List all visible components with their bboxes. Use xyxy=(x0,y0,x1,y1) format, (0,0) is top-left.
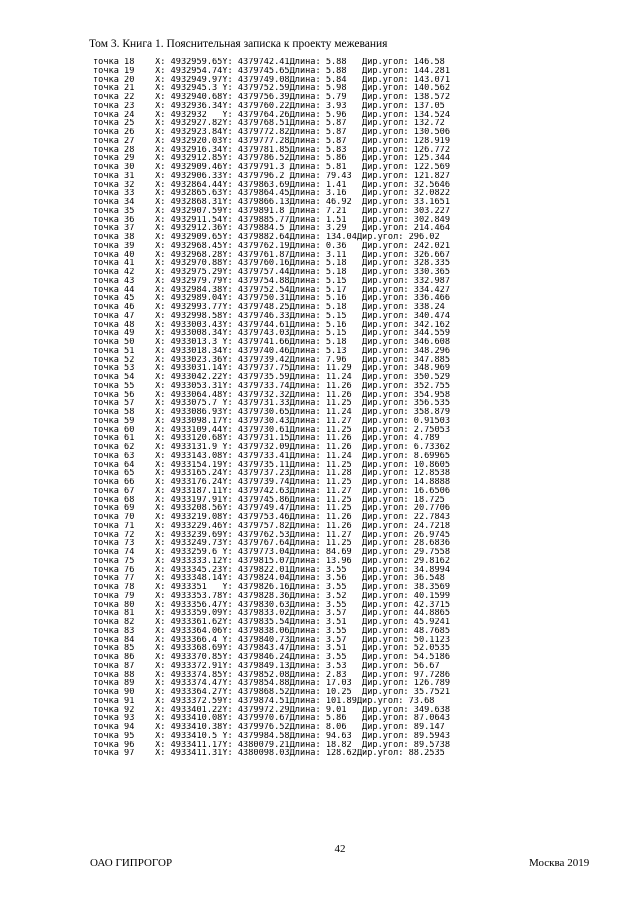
table-row: точка 66 X: 4933176.24Y: 4379739.74Длина: 11.25 Дир.угол: 14.8888 xyxy=(93,478,450,487)
table-row: точка 68 X: 4933197.91Y: 4379745.86Длина: 11.25 Дир.угол: 18.725 xyxy=(93,495,445,505)
document-header: Том 3. Книга 1. Пояснительная записка к проекту межевания xyxy=(89,38,388,50)
table-row: точка 51 X: 4933018.34Y: 4379740.46Длина: 5.13 Дир.угол: 348.296 xyxy=(93,346,450,356)
table-row: точка 28 X: 4932916.34Y: 4379781.85Длина: 5.83 Дир.угол: 126.772 xyxy=(93,145,450,155)
table-row: точка 49 X: 4933008.34Y: 4379743.03Длина: 5.15 Дир.угол: 344.559 xyxy=(93,329,450,338)
table-row: точка 39 X: 4932968.45Y: 4379762.19Длина: 0.36 Дир.угол: 242.021 xyxy=(93,241,450,251)
footer-city-year: Москва 2019 xyxy=(529,857,590,869)
table-row: точка 34 X: 4932868.31Y: 4379866.13Длина: 46.92 Дир.угол: 33.1651 xyxy=(93,198,450,207)
table-row: точка 26 X: 4932923.84Y: 4379772.82Длина: 5.87 Дир.угол: 130.506 xyxy=(93,128,450,137)
table-row: точка 87 X: 4933372.91Y: 4379849.13Длина: 3.53 Дир.угол: 56.67 xyxy=(93,661,440,671)
table-row: точка 93 X: 4933410.08Y: 4379970.67Длина: 5.86 Дир.угол: 87.0643 xyxy=(93,714,450,723)
table-row: точка 96 X: 4933411.17Y: 4380079.21Длина: 18.82 Дир.угол: 89.5738 xyxy=(93,740,450,750)
table-row: точка 41 X: 4932970.88Y: 4379760.16Длина: 5.18 Дир.угол: 328.335 xyxy=(93,259,450,268)
table-row: точка 36 X: 4932911.54Y: 4379885.77Длина: 1.51 Дир.угол: 302.849 xyxy=(93,215,450,225)
footer-organization: ОАО ГИПРОГОР xyxy=(90,857,173,869)
table-row: точка 79 X: 4933353.78Y: 4379828.36Длина: 3.52 Дир.угол: 40.1599 xyxy=(93,591,450,601)
table-row: точка 69 X: 4933208.56Y: 4379749.47Длина: 11.25 Дир.угол: 20.7706 xyxy=(93,504,450,513)
table-row: точка 44 X: 4932984.38Y: 4379752.54Длина: 5.17 Дир.угол: 334.427 xyxy=(93,285,450,295)
table-row: точка 82 X: 4933361.62Y: 4379835.54Длина: 3.51 Дир.угол: 45.9241 xyxy=(93,618,450,627)
table-row: точка 72 X: 4933239.69Y: 4379762.53Длина: 11.27 Дир.угол: 26.9745 xyxy=(93,530,450,540)
table-row: точка 30 X: 4932909.46Y: 4379791.3 Длина: 5.81 Дир.угол: 122.569 xyxy=(93,163,450,172)
table-row: точка 21 X: 4932945.3 Y: 4379752.59Длина: 5.98 Дир.угол: 140.562 xyxy=(93,84,450,93)
table-row: точка 53 X: 4933031.14Y: 4379737.75Длина: 11.29 Дир.угол: 348.969 xyxy=(93,364,450,373)
table-row: точка 40 X: 4932968.28Y: 4379761.87Длина: 3.11 Дир.угол: 326.667 xyxy=(93,250,450,260)
table-row: точка 59 X: 4933098.17Y: 4379730.43Длина: 11.27 Дир.угол: 0.91503 xyxy=(93,416,450,426)
table-row: точка 52 X: 4933023.36Y: 4379739.42Длина: 7.96 Дир.угол: 347.885 xyxy=(93,355,450,365)
table-row: точка 57 X: 4933075.7 Y: 4379731.33Длина: 11.25 Дир.угол: 356.535 xyxy=(93,399,450,408)
table-row: точка 22 X: 4932940.68Y: 4379756.39Длина: 5.79 Дир.угол: 138.572 xyxy=(93,93,450,102)
table-row: точка 24 X: 4932932 Y: 4379764.26Длина: 5.96 Дир.угол: 134.524 xyxy=(93,110,450,120)
table-row: точка 33 X: 4932865.63Y: 4379864.45Длина: 3.16 Дир.угол: 32.0822 xyxy=(93,189,450,198)
table-row: точка 60 X: 4933109.44Y: 4379730.61Длина: 11.25 Дир.угол: 2.75053 xyxy=(93,425,450,435)
table-row: точка 94 X: 4933410.38Y: 4379976.52Длина: 8.06 Дир.угол: 89.147 xyxy=(93,723,445,732)
table-row: точка 80 X: 4933356.47Y: 4379830.63Длина: 3.55 Дир.угол: 42.3715 xyxy=(93,600,450,610)
table-row: точка 81 X: 4933359.09Y: 4379833.02Длина: 3.57 Дир.угол: 44.8865 xyxy=(93,609,450,618)
table-row: точка 56 X: 4933064.48Y: 4379732.32Длина: 11.26 Дир.угол: 354.958 xyxy=(93,390,450,400)
table-row: точка 67 X: 4933187.11Y: 4379742.63Длина: 11.27 Дир.угол: 16.6506 xyxy=(93,486,450,496)
table-row: точка 50 X: 4933013.3 Y: 4379741.66Длина: 5.18 Дир.угол: 346.608 xyxy=(93,338,450,347)
table-row: точка 45 X: 4932989.04Y: 4379750.31Длина: 5.16 Дир.угол: 336.466 xyxy=(93,294,450,303)
table-row: точка 25 X: 4932927.82Y: 4379768.51Длина: 5.87 Дир.угол: 132.72 xyxy=(93,119,445,128)
page-number: 42 xyxy=(334,843,346,855)
table-row: точка 91 X: 4933372.59Y: 4379874.51Длина: 101.89Дир.угол: 73.68 xyxy=(93,696,435,706)
table-row: точка 63 X: 4933143.08Y: 4379733.41Длина: 11.24 Дир.угол: 8.69965 xyxy=(93,451,450,461)
table-row: точка 23 X: 4932936.34Y: 4379760.22Длина: 3.93 Дир.угол: 137.05 xyxy=(93,101,445,111)
table-row: точка 27 X: 4932920.03Y: 4379777.28Длина: 5.87 Дир.угол: 128.919 xyxy=(93,136,450,146)
table-row: точка 37 X: 4932912.36Y: 4379884.5 Длина: 3.29 Дир.угол: 214.464 xyxy=(93,224,450,233)
table-row: точка 73 X: 4933249.73Y: 4379767.64Длина: 11.25 Дир.угол: 28.6836 xyxy=(93,539,450,548)
table-row: точка 71 X: 4933229.46Y: 4379757.82Длина: 11.26 Дир.угол: 24.7218 xyxy=(93,521,450,531)
table-row: точка 95 X: 4933410.5 Y: 4379984.58Длина: 94.63 Дир.угол: 89.5943 xyxy=(93,731,450,741)
table-row: точка 38 X: 4932909.65Y: 4379882.64Длина: 134.04Дир.угол: 296.02 xyxy=(93,233,440,242)
table-row: точка 76 X: 4933345.23Y: 4379822.01Длина: 3.55 Дир.угол: 34.8994 xyxy=(93,565,450,575)
table-row: точка 35 X: 4932907.59Y: 4379891.8 Длина: 7.21 Дир.угол: 303.227 xyxy=(93,206,450,216)
table-row: точка 75 X: 4933333.12Y: 4379815.07Длина: 13.96 Дир.угол: 29.8162 xyxy=(93,556,450,566)
table-row: точка 61 X: 4933120.68Y: 4379731.15Длина: 11.26 Дир.угол: 4.789 xyxy=(93,434,440,443)
table-row: точка 77 X: 4933348.14Y: 4379824.04Длина: 3.56 Дир.угол: 36.548 xyxy=(93,574,445,583)
table-row: точка 47 X: 4932998.58Y: 4379746.33Длина: 5.15 Дир.угол: 340.474 xyxy=(93,311,450,321)
table-row: точка 62 X: 4933131.9 Y: 4379732.09Длина: 11.26 Дир.угол: 6.73362 xyxy=(93,443,450,452)
table-row: точка 83 X: 4933364.06Y: 4379838.06Длина: 3.55 Дир.угол: 48.7685 xyxy=(93,626,450,636)
table-row: точка 85 X: 4933368.69Y: 4379843.47Длина: 3.51 Дир.угол: 52.0535 xyxy=(93,644,450,653)
table-row: точка 48 X: 4933003.43Y: 4379744.61Длина: 5.16 Дир.угол: 342.162 xyxy=(93,320,450,330)
table-row: точка 84 X: 4933366.4 Y: 4379840.73Длина: 3.57 Дир.угол: 50.1123 xyxy=(93,635,450,645)
coordinates-table xyxy=(93,58,450,758)
table-row: точка 20 X: 4932949.97Y: 4379749.08Длина: 5.84 Дир.угол: 143.071 xyxy=(93,75,450,85)
table-row: точка 19 X: 4932954.74Y: 4379745.65Длина: 5.88 Дир.угол: 144.281 xyxy=(93,66,450,76)
table-row: точка 90 X: 4933364.27Y: 4379868.52Длина: 10.25 Дир.угол: 35.7521 xyxy=(93,688,450,697)
table-row: точка 18 X: 4932959.65Y: 4379742.41Длина: 5.88 Дир.угол: 146.58 xyxy=(93,58,445,67)
table-row: точка 89 X: 4933374.47Y: 4379854.88Длина: 17.03 Дир.угол: 126.789 xyxy=(93,679,450,688)
table-row: точка 55 X: 4933053.31Y: 4379733.74Длина: 11.26 Дир.угол: 352.755 xyxy=(93,381,450,391)
table-row: точка 32 X: 4932864.44Y: 4379863.69Длина: 1.41 Дир.угол: 32.5646 xyxy=(93,180,450,190)
table-row: точка 58 X: 4933086.93Y: 4379730.65Длина: 11.24 Дир.угол: 358.879 xyxy=(93,408,450,417)
table-row: точка 31 X: 4932906.33Y: 4379796.2 Длина: 79.43 Дир.угол: 121.827 xyxy=(93,171,450,181)
table-row: точка 88 X: 4933374.85Y: 4379852.08Длина: 2.83 Дир.угол: 97.7286 xyxy=(93,670,450,680)
table-row: точка 92 X: 4933401.22Y: 4379972.29Длина: 9.01 Дир.угол: 349.638 xyxy=(93,705,450,715)
table-row: точка 70 X: 4933219.08Y: 4379753.46Длина: 11.26 Дир.угол: 22.7843 xyxy=(93,513,450,522)
table-row: точка 78 X: 4933351 Y: 4379826.16Длина: 3.55 Дир.угол: 38.3569 xyxy=(93,583,450,592)
table-row: точка 54 X: 4933042.22Y: 4379735.59Длина: 11.24 Дир.угол: 350.529 xyxy=(93,373,450,382)
table-row: точка 46 X: 4932993.77Y: 4379748.25Длина: 5.18 Дир.угол: 338.24 xyxy=(93,303,445,312)
table-row: точка 86 X: 4933370.85Y: 4379846.24Длина: 3.55 Дир.угол: 54.5186 xyxy=(93,653,450,662)
table-row: точка 29 X: 4932912.85Y: 4379786.52Длина: 5.86 Дир.угол: 125.344 xyxy=(93,154,450,163)
table-row: точка 74 X: 4933259.6 Y: 4379773.04Длина: 84.69 Дир.угол: 29.7558 xyxy=(93,548,450,557)
table-row: точка 43 X: 4932979.79Y: 4379754.88Длина: 5.15 Дир.угол: 332.987 xyxy=(93,276,450,286)
table-row: точка 65 X: 4933165.24Y: 4379737.23Длина: 11.28 Дир.угол: 12.8538 xyxy=(93,469,450,478)
table-row: точка 42 X: 4932975.29Y: 4379757.44Длина: 5.18 Дир.угол: 330.365 xyxy=(93,268,450,277)
table-row: точка 97 X: 4933411.31Y: 4380098.03Длина: 128.62Дир.угол: 88.2535 xyxy=(93,749,445,758)
table-row: точка 64 X: 4933154.19Y: 4379735.11Длина: 11.25 Дир.угол: 10.8605 xyxy=(93,460,450,470)
